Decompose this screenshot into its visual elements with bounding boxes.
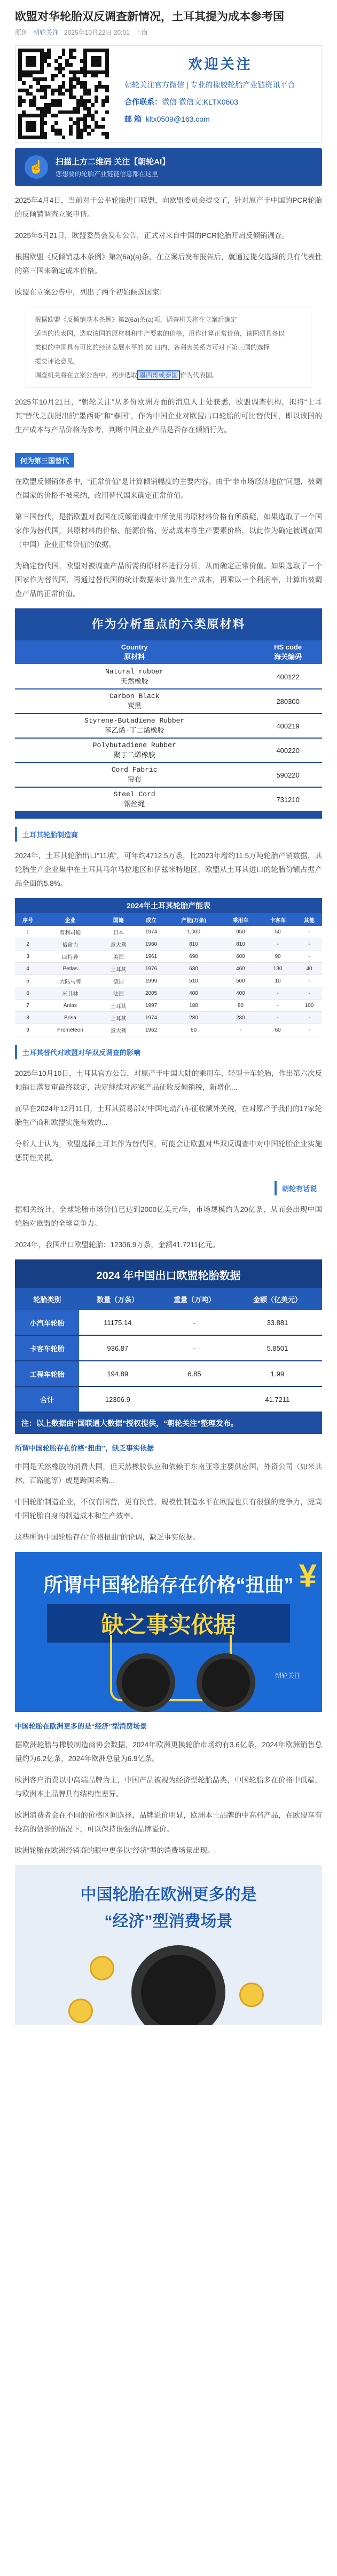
table-cell: 固特异 — [41, 950, 100, 963]
table-cell: 土耳其 — [100, 1012, 137, 1024]
table-cell: 德国 — [100, 975, 137, 987]
table-cell: 810 — [165, 938, 222, 950]
table-row — [15, 738, 322, 763]
table-cell: 9 — [15, 1024, 41, 1036]
export-2024-table — [15, 1288, 322, 1413]
col-header: 卡客车 — [259, 913, 296, 926]
table-row — [15, 1000, 322, 1012]
regulation-quote: 根据欧盟《反倾销基本条例》第2(6a)条(a)项，调查机关将在立案后确定 适当的代表国，选取该国的原材料和生产要素的价格，用作计算正常价值，该国须具备以 类似的中国具有可比的经济发展水平的 60 日内，各利害关系方可对下第三国的选择 提交评论意见。 调查机关将在立案公告中，初步选取 墨西哥或泰国 作为代表国。 — [26, 307, 311, 388]
table-cell: 倍耐力 — [41, 938, 100, 950]
table-cell: 美国 — [100, 950, 137, 963]
table-cell: 大陆马牌 — [41, 975, 100, 987]
table-cell: 土耳其 — [100, 1000, 137, 1012]
table-cell: 80 — [222, 1000, 260, 1012]
welcome-card — [15, 45, 322, 142]
table-cell: 280 — [222, 1012, 260, 1024]
table-row — [15, 950, 322, 963]
table-cell — [156, 1386, 233, 1412]
section-tag: 朝轮有话说 — [275, 1181, 322, 1195]
table-cell: - — [259, 938, 296, 950]
hs-code: 731210 — [254, 787, 322, 812]
table-cell: 5.8501 — [233, 1335, 322, 1361]
table-cell: 1,000 — [165, 926, 222, 938]
banner-line1: 扫描上方二维码 关注【朝轮AI】 — [56, 157, 170, 167]
col-header: 数量（万条） — [79, 1288, 156, 1310]
coin-icon — [239, 1983, 264, 2007]
materials-table-box — [15, 608, 322, 819]
poster-line1: 中国轮胎在欧洲更多的是 — [80, 1886, 257, 1904]
table-cell: - — [156, 1310, 233, 1335]
table-cell: Petlas — [41, 963, 100, 975]
paragraph: 据相关统计，全球轮胎市场价值已达到2000亿美元/年，市场规模约为20亿条，从而会出现中国轮胎对欧盟的全球竞争力。 — [15, 1206, 322, 1227]
table-cell: - — [296, 950, 322, 963]
material-name: Styrene-Butadiene Rubber 苯乙烯-丁二烯橡胶 — [15, 714, 254, 738]
original-badge: 原创 — [15, 29, 28, 36]
table-cell: - — [296, 926, 322, 938]
table-row — [15, 1335, 322, 1361]
poster-line2: 缺之事实依据 — [47, 1604, 290, 1643]
table-cell: - — [296, 1024, 322, 1036]
table-cell: 日本 — [100, 926, 137, 938]
section-tag: 土耳其替代对欧盟对华双反调查的影响 — [15, 1045, 146, 1059]
table-cell: 法国 — [100, 987, 137, 1000]
export-2024-title: 2024 年中国出口欧盟轮胎数据 — [96, 1270, 241, 1282]
row-label: 小汽车轮胎 — [15, 1310, 79, 1335]
welcome-title: 欢迎关注 — [188, 56, 253, 72]
paragraph: 而早在2024年12月11日，土耳其贸易部对中国电动汽车征收额外关税，在对原产于我们的17家轮胎生产商和欧盟实施有效的... — [15, 1105, 322, 1127]
capacity-table-title: 2024年土耳其轮胎产能表 — [15, 898, 322, 913]
hs-code: 400122 — [254, 664, 322, 689]
data-note: 注：以上数据由“国联通大数据”授权提供，“朝轮关注”整理发布。 — [15, 1413, 322, 1434]
paragraph: 2025年10月21日，“朝轮关注”从多份欧洲方面的消息人士处获悉，欧盟调查机构，拟将“土耳其”替代之前提出的“墨西哥”和“泰国”，作为中国企业对欧盟出口轮胎的可比替代国，即以该国的生产成本与产品价格为参考，判断中国企业产品是否存在倾销行为。 — [15, 398, 322, 434]
table-row — [15, 975, 322, 987]
section-heading-link[interactable]: 所谓中国轮胎存在价格“扭曲”，缺乏事实依据 — [15, 1444, 154, 1452]
table-cell: - — [296, 987, 322, 1000]
col-header: HS code 海关编码 — [254, 640, 322, 664]
highlight-candidates: 墨西哥或泰国 — [137, 370, 180, 380]
tire-icon — [197, 1653, 255, 1712]
table-cell: 11175.14 — [79, 1310, 156, 1335]
table-cell: - — [156, 1335, 233, 1361]
hs-code: 280300 — [254, 689, 322, 714]
table-row — [15, 1361, 322, 1386]
paragraph: 2024年，土耳其轮胎出口“11填”，可年约4712.5万条，比2023年增约11.5万吨轮胎产销数据，其轮胎生产企业集中在土耳其马尔马拉地区和伊兹米特地区，欧盟从土耳其进口的轮胎份额占据产品全面的5.8%。 — [15, 852, 322, 887]
paragraph: 欧盟在立案公告中，列出了两个初始候选国家： — [15, 288, 167, 296]
row-label: 工程车轮胎 — [15, 1361, 79, 1386]
article-title: 欧盟对华轮胎双反调查新情况，土耳其提为成本参考国 — [15, 11, 284, 23]
table-cell: - — [296, 938, 322, 950]
col-header: 轮胎类别 — [15, 1288, 79, 1310]
table-row — [15, 963, 322, 975]
table-cell: 6.85 — [156, 1361, 233, 1386]
table-cell: 5 — [15, 975, 41, 987]
welcome-contact: 合作联系：微信 微信文:KLTX0603 — [124, 98, 238, 106]
table-cell: 普利司通 — [41, 926, 100, 938]
tire-icon — [116, 1653, 175, 1712]
materials-title: 作为分析重点的六类原材料 — [91, 617, 246, 631]
materials-table — [15, 640, 322, 812]
banner-line2: 您想要的轮胎产业链链信息都在这里 — [56, 170, 159, 178]
table-cell: 1974 — [137, 926, 166, 938]
table-cell: - — [259, 987, 296, 1000]
tire-icon — [131, 1945, 225, 2025]
table-cell: 意大利 — [100, 1024, 137, 1036]
table-cell: 6 — [15, 987, 41, 1000]
table-cell: 2 — [15, 938, 41, 950]
table-cell: 土耳其 — [100, 963, 137, 975]
table-cell: 意大利 — [100, 938, 137, 950]
table-row — [15, 1024, 322, 1036]
table-cell: 180 — [165, 1000, 222, 1012]
col-header: 序号 — [15, 913, 41, 926]
table-cell: - — [296, 1012, 322, 1024]
table-cell: - — [259, 1000, 296, 1012]
paragraph: 2025年10月10日，土耳其官方公告，对原产于中国大陆的乘用车、轻型卡车轮胎，作出第六次反倾销日落复审最终裁定，决定继续对涉案产品征收反倾销税，新增化... — [15, 1069, 322, 1091]
table-cell: 936.87 — [79, 1335, 156, 1361]
table-cell: 40 — [296, 963, 322, 975]
paragraph: 第三国替代，是指欧盟对我国在反倾销调查中所使用的原材料价格有所质疑，如果选取了一个国家作为替代国，其原材料的价格、能源价格、劳动成本等生产要素价格，以此作为确定被调查国（中国）企业正常价值的依据。 — [15, 513, 322, 549]
table-cell: - — [296, 975, 322, 987]
hs-code: 590220 — [254, 763, 322, 787]
table-cell: 4 — [15, 963, 41, 975]
export-2024-box — [15, 1259, 322, 1434]
table-row — [15, 787, 322, 812]
ai-banner[interactable] — [15, 148, 322, 186]
section-heading-link[interactable]: 中国轮胎在欧洲更多的是“经济”型消费场景 — [15, 1722, 147, 1730]
paragraph: 为确定替代国，欧盟对被调查产品所需的原材料进行分析，从而确定正常价值。如果选取了一个国家作为替代国，再通过替代国的统计数据来计算出生产成本，再乘以一个利润率，计算出被调查产品的正常价值。 — [15, 562, 322, 598]
material-name: Cord Fabric 帘布 — [15, 763, 254, 787]
section-tag: 何为第三国替代 — [15, 453, 74, 467]
table-cell: 280 — [165, 1012, 222, 1024]
table-cell: 1976 — [137, 963, 166, 975]
paragraph: 分析人士认为，欧盟选择土耳其作为替代国，可能会让欧盟对华双反调查中对中国轮胎企业实施惩罚性关税。 — [15, 1140, 322, 1162]
table-cell: 460 — [222, 963, 260, 975]
table-cell: 690 — [165, 950, 222, 963]
publish-date: 2025年10月22日 20:01 — [64, 29, 130, 36]
col-header: 国籍 — [100, 913, 137, 926]
col-header: Country 原材料 — [15, 640, 254, 664]
table-cell: 3 — [15, 950, 41, 963]
table-cell: 950 — [222, 926, 260, 938]
price-distortion-poster — [15, 1552, 322, 1712]
table-cell: 10 — [259, 975, 296, 987]
paragraph: 2024年，我国出口欧盟轮胎：12306.9万条，金额41.7211亿元。 — [15, 1241, 220, 1249]
table-cell: 500 — [222, 975, 260, 987]
paragraph: 中国轮胎制造企业，不仅有国营，更有民营，规模性制造水平在欧盟也具有很强的竞争力，提高中国轮胎自身的制造成本和生产效率。 — [15, 1498, 322, 1520]
qr-code-icon — [18, 49, 109, 139]
coin-icon — [68, 1999, 93, 2023]
table-cell: 810 — [222, 938, 260, 950]
table-cell: Anlas — [41, 1000, 100, 1012]
paragraph: 2025年5月21日，欧盟委员会发布公告，正式对来自中国的PCR轮胎开启反倾销调查。 — [15, 232, 289, 240]
material-name: Carbon Black 炭黑 — [15, 689, 254, 714]
table-cell: 510 — [165, 975, 222, 987]
col-header: 产能(万条) — [165, 913, 222, 926]
table-cell: 600 — [222, 950, 260, 963]
table-cell: 12306.9 — [79, 1386, 156, 1412]
table-cell: 50 — [259, 926, 296, 938]
paragraph: 欧洲消费者会在不同的价格区间选择，品牌溢价明显，欧洲本土品牌的中高档产品，在欧盟享有较高的信誉的情况下，可以保持很强的品牌溢价。 — [15, 1811, 322, 1833]
row-label: 卡客车轮胎 — [15, 1335, 79, 1361]
material-name: Polybutadiene Rubber 聚丁二烯橡胶 — [15, 738, 254, 763]
table-row — [15, 1012, 322, 1024]
table-cell: 1962 — [137, 1024, 166, 1036]
table-cell: 1 — [15, 926, 41, 938]
table-cell: 米其林 — [41, 987, 100, 1000]
section-tag: 土耳其轮胎制造商 — [15, 827, 83, 842]
table-cell: 1961 — [137, 950, 166, 963]
table-cell: 1.99 — [233, 1361, 322, 1386]
poster-line1: 所谓中国轮胎存在价格“扭曲” — [43, 1574, 294, 1596]
paragraph: 这些所谓中国轮胎存在“价格扭曲”的论调，缺乏事实依据。 — [15, 1533, 200, 1541]
col-header: 重量（万吨） — [156, 1288, 233, 1310]
table-cell: 400 — [165, 987, 222, 1000]
table-cell: 130 — [259, 963, 296, 975]
paragraph: 欧洲轮胎在欧洲经销商的眼中更多以“经济”型的消费场景出现。 — [15, 1846, 215, 1854]
table-cell: 8 — [15, 1012, 41, 1024]
paragraph: 欧洲客户消费以中高端品牌为主，中国产品被视为经济型轮胎品类，中国轮胎多在价格中低端，与欧洲本土品牌具有结构性差异。 — [15, 1776, 322, 1798]
table-cell: 1974 — [137, 1012, 166, 1024]
table-cell: 1999 — [137, 975, 166, 987]
article-meta — [15, 28, 322, 37]
col-header: 乘用车 — [222, 913, 260, 926]
table-cell: 1997 — [137, 1000, 166, 1012]
row-label: 合计 — [15, 1386, 79, 1412]
material-name: Steel Cord 钢丝绳 — [15, 787, 254, 812]
table-row — [15, 1386, 322, 1412]
publish-location: 上海 — [135, 29, 148, 36]
economy-poster — [15, 1865, 322, 2025]
table-cell: 1960 — [137, 938, 166, 950]
paragraph: 根据欧盟《反倾销基本条例》第2(6a)(a)条，在立案后发布报告后，就通过提交选择的具有代表性的第三国来确定成本价格。 — [15, 253, 322, 275]
col-header: 其他 — [296, 913, 322, 926]
table-cell: 7 — [15, 1000, 41, 1012]
table-row — [15, 1310, 322, 1335]
hs-code: 400219 — [254, 714, 322, 738]
col-header: 成立 — [137, 913, 166, 926]
hand-tap-icon: ☝ — [25, 155, 48, 179]
capacity-table — [15, 913, 322, 1036]
table-row — [15, 689, 322, 714]
table-cell: 630 — [165, 963, 222, 975]
table-cell: 194.89 — [79, 1361, 156, 1386]
author-link[interactable]: 朝轮关注 — [33, 29, 59, 36]
welcome-email: 邮 箱 kltx0509@163.com — [124, 115, 210, 123]
table-row — [15, 714, 322, 738]
table-cell: - — [222, 1024, 260, 1036]
col-header: 企业 — [41, 913, 100, 926]
watermark: 朝轮关注 — [275, 1672, 301, 1679]
yuan-symbol-icon: ¥ — [299, 1558, 317, 1594]
material-name: Natural rubber 天然橡胶 — [15, 664, 254, 689]
table-row — [15, 763, 322, 787]
table-row — [15, 938, 322, 950]
welcome-line1: 朝轮关注官方微信 | 专业的橡胶轮胎产业链资讯平台 — [124, 81, 295, 89]
table-cell: Prometeon — [41, 1024, 100, 1036]
coin-icon — [90, 1956, 114, 1980]
table-cell: - — [259, 1012, 296, 1024]
paragraph: 中国是天然橡胶的消费大国，但天然橡胶供应和依赖于东南亚等主要供应国，外资公司（如米其林、百路驰等）或是跨国采购... — [15, 1463, 322, 1485]
table-cell: 41.7211 — [233, 1386, 322, 1412]
paragraph: 在欧盟反倾销体系中，“正常价值”是计算倾销幅度的主要内容。由于“非市场经济地位”问题，被调查国家的价格不被采纳，改用替代国来确定正常价值。 — [15, 478, 322, 500]
table-row — [15, 926, 322, 938]
table-cell: 400 — [222, 987, 260, 1000]
table-cell: 100 — [296, 1000, 322, 1012]
table-cell: 2005 — [137, 987, 166, 1000]
hs-code: 400220 — [254, 738, 322, 763]
table-row — [15, 987, 322, 1000]
paragraph: 2025年4月4日，当前对于公平轮胎进口联盟，向欧盟委员会提交了，针对原产于中国的PCR轮胎的反倾销调查立案申请。 — [15, 196, 322, 218]
table-cell: 60 — [165, 1024, 222, 1036]
table-cell: 60 — [259, 1024, 296, 1036]
table-cell: 90 — [259, 950, 296, 963]
table-cell: Brisa — [41, 1012, 100, 1024]
poster-line2: “经济”型消费场景 — [104, 1913, 233, 1930]
table-cell: 33.881 — [233, 1310, 322, 1335]
col-header: 金额（亿美元） — [233, 1288, 322, 1310]
table-row — [15, 664, 322, 689]
paragraph: 据欧洲轮胎与橡胶制造商协会数据，2024年欧洲更换轮胎市场约有3.6亿条，2024年欧洲销售总量约为6.2亿条，2024年欧洲总量为6.9亿条。 — [15, 1741, 322, 1763]
